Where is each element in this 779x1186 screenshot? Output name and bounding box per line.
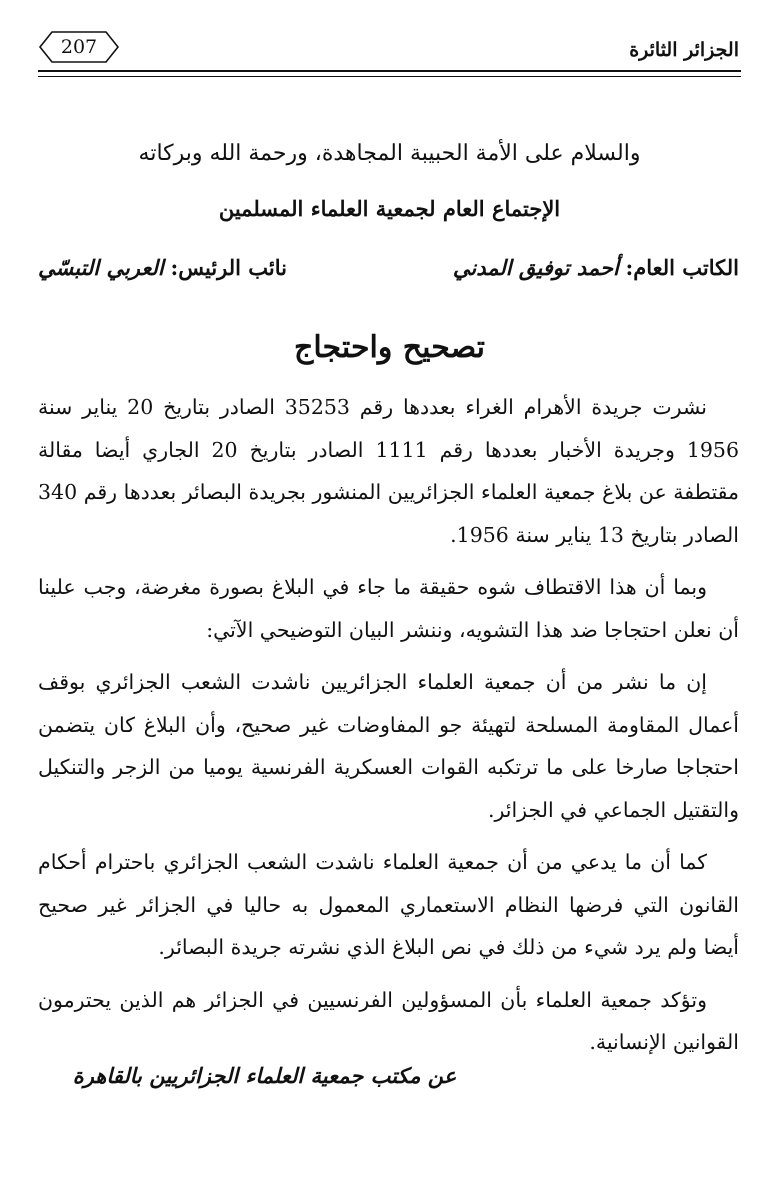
vice-president-name: العربي التبسّي <box>38 255 164 280</box>
general-secretary <box>453 250 739 286</box>
running-head: الجزائر الثائرة <box>629 39 739 61</box>
assembly-heading: الإجتماع العام لجمعية العلماء المسلمين <box>218 196 561 221</box>
header-rule-thin <box>38 76 741 77</box>
paragraph: كما أن ما يدعي من أن جمعية العلماء ناشدت الشعب الجزائري باحترام أحكام القانون التي فرضها النظام الاستعماري المعمول به حاليا في الجزائر غير صحيح أيضا ولم يرد شيء من ذلك في نص البلاغ الذي نشرته جريدة البصائر. <box>38 850 739 959</box>
paragraph: نشرت جريدة الأهرام الغراء بعددها رقم 35253 الصادر بتاريخ 20 يناير سنة 1956 وجريدة الأخبار بعددها رقم 1111 الصادر بتاريخ 20 الجاري أيضا مقالة مقتطفة عن بلاغ جمعية العلماء الجزائريين المنشور بجريدة البصائر بعددها رقم 340 الصادر بتاريخ 13 يناير سنة 1956. <box>38 395 739 547</box>
header-rule-thick <box>38 70 741 72</box>
officers-line <box>38 250 739 290</box>
paragraph: إن ما نشر من أن جمعية العلماء الجزائريين ناشدت الشعب الجزائري بوقف أعمال المقاومة المسلحة لتهيئة جو المفاوضات غير صحيح، وأن البلاغ كان يتضمن احتجاجا صارخا على ما ترتكبه القوات العسكرية الفرنسية يوميا من الزجر والتنكيل والتقتيل الجماعي في الجزائر. <box>38 670 739 822</box>
paragraph: وتؤكد جمعية العلماء بأن المسؤولين الفرنسيين في الجزائر هم الذين يحترمون القوانين الإنسانية. <box>38 987 739 1054</box>
general-secretary-label: الكاتب العام: <box>625 255 739 280</box>
closing-greeting: والسلام على الأمة الحبيبة المجاهدة، ورحمة الله وبركاته <box>138 141 641 166</box>
paragraph: وبما أن هذا الاقتطاف شوه حقيقة ما جاء في البلاغ بصورة مغرضة، وجب علينا أن نعلن احتجاجا ضد هذا التشويه، وننشر البيان التوضيحي الآتي: <box>38 575 739 642</box>
signature: عن مكتب جمعية العلماء الجزائريين بالقاهرة <box>72 1063 457 1088</box>
article-title: تصحيح واحتجاج <box>294 330 485 365</box>
vice-president <box>38 250 287 286</box>
general-secretary-name: أحمد توفيق المدني <box>452 255 619 280</box>
article-body <box>38 386 739 1074</box>
vice-president-label: نائب الرئيس: <box>170 255 287 280</box>
page-number: 207 <box>60 36 98 58</box>
page-number-box <box>38 30 120 64</box>
